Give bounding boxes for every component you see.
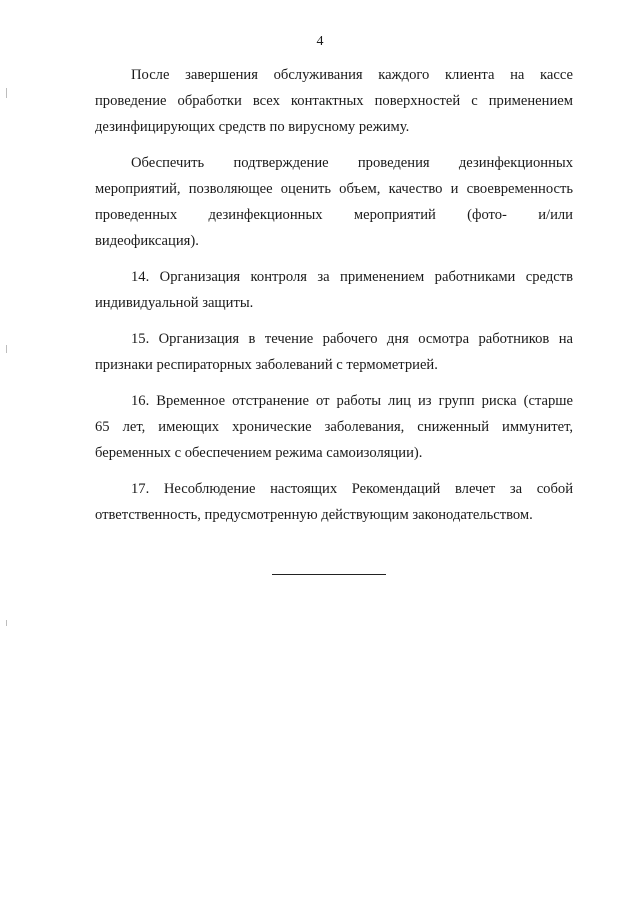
paragraph-line: 15. Организация в течение рабочего дня осмотра работников на bbox=[131, 331, 573, 347]
closing-divider-line bbox=[272, 574, 386, 575]
paragraph-line: дезинфицирующих средств по вирусному режиму. bbox=[95, 119, 410, 135]
paragraph-line: После завершения обслуживания каждого клиента на кассе bbox=[131, 67, 573, 83]
paragraph-cashier-disinfection bbox=[95, 62, 573, 140]
page-number: 4 bbox=[316, 34, 324, 49]
paragraph-item-16 bbox=[95, 388, 573, 466]
paragraph-line: 14. Организация контроля за применением работниками средств bbox=[131, 269, 573, 285]
paragraph-line: видеофиксация). bbox=[95, 233, 199, 249]
paragraph-item-17 bbox=[95, 476, 573, 528]
paragraph-line: ответственность, предусмотренную действующим законодательством. bbox=[95, 507, 533, 523]
paragraph-line: беременных с обеспечением режима самоизоляции). bbox=[95, 445, 423, 461]
paragraph-item-15 bbox=[95, 326, 573, 378]
scan-artifact bbox=[6, 345, 7, 353]
paragraph-line: 16. Временное отстранение от работы лиц из групп риска (старше bbox=[131, 393, 573, 409]
paragraph-line: признаки респираторных заболеваний с термометрией. bbox=[95, 357, 438, 373]
scan-artifact bbox=[6, 620, 7, 626]
paragraph-disinfection-confirmation bbox=[95, 150, 573, 254]
paragraph-line: проведение обработки всех контактных поверхностей с применением bbox=[95, 93, 573, 109]
paragraph-line: проведенных дезинфекционных мероприятий (фото- и/или bbox=[95, 207, 573, 223]
paragraph-line: 17. Несоблюдение настоящих Рекомендаций влечет за собой bbox=[131, 481, 573, 497]
paragraph-item-14 bbox=[95, 264, 573, 316]
paragraph-line: мероприятий, позволяющее оценить объем, качество и своевременность bbox=[95, 181, 573, 197]
paragraph-line: индивидуальной защиты. bbox=[95, 295, 254, 311]
document-body bbox=[95, 62, 573, 538]
paragraph-line: 65 лет, имеющих хронические заболевания, сниженный иммунитет, bbox=[95, 419, 573, 435]
scan-artifact bbox=[6, 88, 7, 98]
paragraph-line: Обеспечить подтверждение проведения дезинфекционных bbox=[131, 155, 573, 171]
